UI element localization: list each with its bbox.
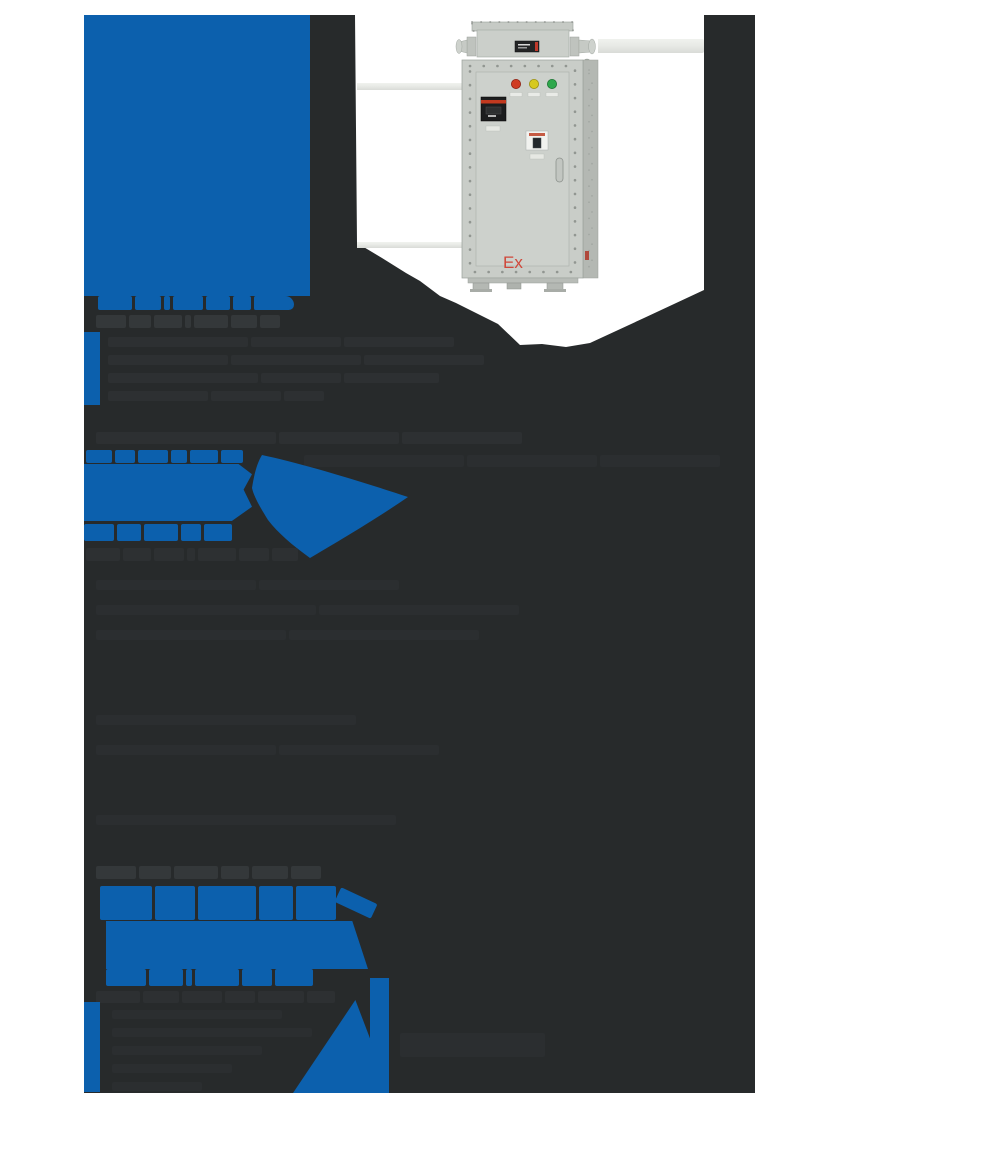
blue-swoosh-bar: [370, 978, 389, 1093]
blue-subtitle-text-row: [98, 296, 294, 310]
door-handle: [556, 158, 563, 182]
ex-marking: Ex: [503, 253, 523, 272]
banner-overline-text-row: [96, 866, 321, 879]
paragraph-row: [108, 355, 484, 365]
cabinet-photo: [455, 15, 605, 293]
list-text-row: [112, 1082, 202, 1091]
blue-title-block: [84, 15, 310, 296]
terminal-box-lid: [472, 22, 573, 31]
blue-banner-bottom-row: [106, 969, 313, 986]
body-text-row: [96, 630, 479, 640]
pipe-strip-right: [598, 39, 704, 53]
list-text-row: [112, 1064, 232, 1073]
blue-banner-block: [106, 921, 368, 969]
red-indicator-light: [511, 79, 520, 88]
body-text-row: [96, 745, 439, 755]
faint-footnote-block: [400, 1033, 545, 1057]
breaker-label: [486, 126, 500, 131]
paragraph-row: [108, 337, 454, 347]
caption-text-row: [96, 991, 335, 1003]
yellow-indicator-light: [529, 79, 538, 88]
paragraph-row: [108, 373, 439, 383]
blue-headline-top-row: [86, 450, 243, 463]
list-text-row: [112, 1010, 282, 1019]
cabinet-side-face: [583, 60, 598, 278]
blue-swoosh-wedge: [293, 1000, 374, 1093]
caption-text-row: [96, 315, 280, 328]
blue-banner-tail: [334, 887, 377, 918]
blue-accent-bar-top: [84, 332, 100, 405]
list-text-row: [112, 1028, 312, 1037]
body-text-row: [96, 580, 399, 590]
pipe-strip-left-upper: [357, 83, 462, 90]
switch-label: [530, 154, 544, 159]
paragraph-row: [108, 391, 324, 401]
caption-text-row: [86, 548, 298, 561]
body-text-row: [96, 605, 519, 615]
pipe-strip-left-lower: [357, 242, 462, 248]
green-indicator-light: [547, 79, 556, 88]
body-text-row: [96, 815, 396, 825]
blue-accent-bar-bottom: [84, 1002, 100, 1092]
blue-headline-block: [84, 464, 252, 521]
blue-headline-bottom-row: [84, 524, 232, 541]
heading-text-row: [96, 432, 522, 444]
blue-banner-headline-row: [100, 886, 336, 920]
body-text-row: [96, 715, 356, 725]
detail-dark-canvas: [84, 15, 755, 1093]
list-text-row: [112, 1046, 262, 1055]
